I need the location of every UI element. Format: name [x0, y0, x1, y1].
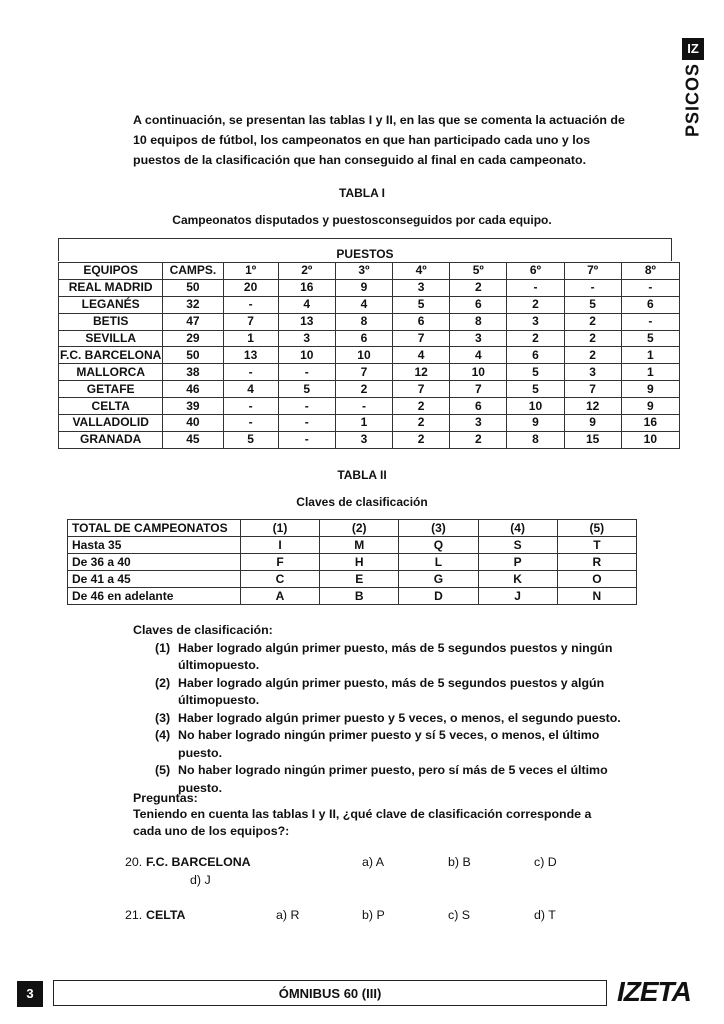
table-cell: 13: [278, 313, 335, 330]
table2-column-header: TOTAL DE CAMPEONATOS: [68, 520, 241, 537]
table1-column-header: 7º: [564, 263, 621, 280]
table-row: [59, 364, 680, 381]
table-cell: 4: [278, 296, 335, 313]
table-cell: -: [278, 364, 335, 381]
izeta-logo: IZETA: [617, 976, 691, 1007]
q21-option-b[interactable]: b) P: [362, 908, 385, 922]
table-cell: 7: [450, 381, 507, 398]
table-cell: 4: [450, 347, 507, 364]
key-text: Haber logrado algún primer puesto y 5 veces, o menos, el segundo puesto.: [178, 710, 621, 725]
team-name-cell: MALLORCA: [59, 364, 163, 381]
key-code-cell: M: [320, 537, 399, 554]
table-cell: 5: [507, 364, 564, 381]
key-code-cell: I: [240, 537, 319, 554]
table2-column-header: (4): [478, 520, 557, 537]
table2-header-row: [68, 520, 637, 537]
key-code-cell: D: [399, 588, 478, 605]
table-cell: 2: [450, 431, 507, 448]
key-code-cell: B: [320, 588, 399, 605]
table-cell: 16: [278, 279, 335, 296]
page-number: 3: [17, 981, 43, 1007]
table-cell: -: [278, 415, 335, 432]
key-code-cell: L: [399, 554, 478, 571]
table2-column-header: (2): [320, 520, 399, 537]
team-name-cell: BETIS: [59, 313, 163, 330]
table-cell: 6: [450, 296, 507, 313]
team-name-cell: GRANADA: [59, 431, 163, 448]
key-code-cell: S: [478, 537, 557, 554]
table2: [67, 519, 637, 605]
table-cell: 2: [564, 313, 621, 330]
key-number: (2): [155, 675, 171, 690]
key-number: (5): [155, 763, 171, 777]
table-cell: 6: [393, 313, 450, 330]
table-cell: 2: [450, 279, 507, 296]
table-cell: 15: [564, 431, 621, 448]
table2-subtitle: Claves de clasificación: [296, 495, 428, 509]
table-cell: 50: [163, 347, 223, 364]
team-name-cell: VALLADOLID: [59, 415, 163, 432]
team-name-cell: GETAFE: [59, 381, 163, 398]
key-code-cell: Q: [399, 537, 478, 554]
key-code-cell: C: [240, 571, 319, 588]
table-cell: 2: [335, 381, 392, 398]
range-label-cell: Hasta 35: [68, 537, 241, 554]
table-cell: 12: [564, 398, 621, 415]
key-item: [155, 762, 625, 797]
table-cell: 50: [163, 279, 223, 296]
range-label-cell: De 36 a 40: [68, 554, 241, 571]
table-cell: -: [223, 296, 278, 313]
key-code-cell: K: [478, 571, 557, 588]
table-row: [68, 554, 637, 571]
table-cell: -: [621, 313, 679, 330]
key-code-cell: J: [478, 588, 557, 605]
table-cell: 7: [393, 381, 450, 398]
questions-heading: Preguntas:: [133, 791, 198, 805]
table-row: [59, 381, 680, 398]
table1-header-row: [59, 263, 680, 280]
table-cell: 1: [335, 415, 392, 432]
table2-column-header: (1): [240, 520, 319, 537]
key-code-cell: F: [240, 554, 319, 571]
table-cell: 1: [223, 330, 278, 347]
table1-column-header: 2º: [278, 263, 335, 280]
table-cell: 1: [621, 364, 679, 381]
q21-option-a[interactable]: a) R: [276, 908, 300, 922]
table-row: [59, 347, 680, 364]
brand-mark-icon: IZ: [682, 38, 704, 60]
questions-prompt: Teniendo en cuenta las tablas I y II, ¿qué clave de clasificación corresponde a cada uno de los equipos?:: [133, 807, 592, 838]
key-text: Haber logrado algún primer puesto, más de 5 segundos puestos y ningún últimopuesto.: [178, 640, 613, 672]
table-cell: 3: [278, 330, 335, 347]
table1-column-header: 6º: [507, 263, 564, 280]
q20-option-a[interactable]: a) A: [362, 855, 385, 869]
table-cell: 12: [393, 364, 450, 381]
table-row: [59, 313, 680, 330]
table-cell: -: [223, 364, 278, 381]
table1-column-header: 4º: [393, 263, 450, 280]
q21-number: 21.: [125, 908, 143, 922]
table1-column-header: 8º: [621, 263, 679, 280]
key-number: (3): [155, 710, 171, 725]
key-code-cell: P: [478, 554, 557, 571]
team-name-cell: CELTA: [59, 398, 163, 415]
table-cell: 10: [335, 347, 392, 364]
table-cell: 5: [621, 330, 679, 347]
table-cell: 10: [278, 347, 335, 364]
table-cell: 47: [163, 313, 223, 330]
table-cell: 7: [393, 330, 450, 347]
q20-option-b[interactable]: b) B: [448, 855, 471, 869]
table-cell: 7: [335, 364, 392, 381]
table-cell: -: [223, 398, 278, 415]
table-row: [59, 431, 680, 448]
table-cell: 9: [335, 279, 392, 296]
table-cell: 5: [278, 381, 335, 398]
key-code-cell: H: [320, 554, 399, 571]
key-item: [155, 710, 625, 728]
team-name-cell: LEGANÉS: [59, 296, 163, 313]
table-cell: -: [621, 279, 679, 296]
table2-column-header: (3): [399, 520, 478, 537]
q21-team: CELTA: [146, 908, 186, 922]
table-cell: 10: [621, 431, 679, 448]
keys-section: [133, 622, 625, 797]
table-cell: 8: [335, 313, 392, 330]
key-code-cell: O: [557, 571, 636, 588]
table-cell: 46: [163, 381, 223, 398]
table-cell: 9: [621, 398, 679, 415]
table1-column-header: 5º: [450, 263, 507, 280]
table-cell: 4: [335, 296, 392, 313]
key-number: (1): [155, 640, 171, 655]
table-cell: -: [564, 279, 621, 296]
range-label-cell: De 46 en adelante: [68, 588, 241, 605]
key-text: No haber logrado ningún primer puesto, pero sí más de 5 veces el último puesto.: [178, 763, 608, 795]
table-cell: 7: [223, 313, 278, 330]
team-name-cell: REAL MADRID: [59, 279, 163, 296]
table1-column-header: EQUIPOS: [59, 263, 163, 280]
key-item: [155, 675, 625, 710]
table-cell: 32: [163, 296, 223, 313]
table1-subtitle: Campeonatos disputados y puestosconseguidos por cada equipo.: [172, 213, 552, 227]
table-cell: -: [278, 398, 335, 415]
table-cell: 8: [507, 431, 564, 448]
table-cell: 2: [393, 398, 450, 415]
table-cell: 2: [393, 415, 450, 432]
key-code-cell: T: [557, 537, 636, 554]
key-code-cell: E: [320, 571, 399, 588]
team-name-cell: F.C. BARCELONA: [59, 347, 162, 362]
key-code-cell: R: [557, 554, 636, 571]
table1-column-header: 1º: [223, 263, 278, 280]
table-cell: 10: [507, 398, 564, 415]
brand-word: PSICOS: [682, 62, 703, 138]
table-cell: 40: [163, 415, 223, 432]
table-cell: 4: [223, 381, 278, 398]
q20-option-c[interactable]: c) D: [534, 855, 557, 869]
key-code-cell: N: [557, 588, 636, 605]
table-cell: 16: [621, 415, 679, 432]
keys-heading: Claves de clasificación:: [133, 623, 273, 637]
table1-title: TABLA I: [339, 186, 385, 200]
table-cell: 9: [621, 381, 679, 398]
table-cell: 1: [621, 347, 679, 364]
table-cell: -: [507, 279, 564, 296]
table-row: [68, 571, 637, 588]
table2-title: TABLA II: [337, 468, 387, 482]
key-item: [155, 640, 625, 675]
table-row: [68, 588, 637, 605]
table-cell: 9: [564, 415, 621, 432]
table2-column-header: (5): [557, 520, 636, 537]
table-cell: 8: [450, 313, 507, 330]
table-cell: 13: [223, 347, 278, 364]
table-cell: 2: [507, 330, 564, 347]
key-code-cell: A: [240, 588, 319, 605]
team-name-cell: SEVILLA: [59, 330, 163, 347]
table-cell: 6: [450, 398, 507, 415]
table-row: [59, 279, 680, 296]
table-row: [59, 398, 680, 415]
table-cell: 6: [621, 296, 679, 313]
range-label-cell: De 41 a 45: [68, 571, 241, 588]
table1-group-header: [58, 238, 672, 261]
table-cell: 10: [450, 364, 507, 381]
table-cell: 3: [393, 279, 450, 296]
table-cell: -: [335, 398, 392, 415]
puestos-label: PUESTOS: [336, 247, 394, 261]
table-cell: 2: [564, 330, 621, 347]
key-text: Haber logrado algún primer puesto, más de 5 segundos puestos y algún últimopuesto.: [178, 675, 605, 707]
table-cell: 38: [163, 364, 223, 381]
table-cell: 7: [564, 381, 621, 398]
table-cell: 20: [223, 279, 278, 296]
table-cell: 3: [450, 415, 507, 432]
table1: [58, 262, 680, 449]
table-row: [59, 415, 680, 432]
q21-option-d[interactable]: d) T: [534, 908, 556, 922]
table-cell: 3: [450, 330, 507, 347]
table-cell: 5: [507, 381, 564, 398]
table-cell: 6: [507, 347, 564, 364]
table-cell: 3: [507, 313, 564, 330]
q20-option-d[interactable]: d) J: [190, 873, 211, 887]
q20-team: F.C. BARCELONA: [146, 855, 251, 869]
key-item: [155, 727, 625, 762]
table-row: [59, 330, 680, 347]
table-cell: 9: [507, 415, 564, 432]
table-row: [59, 296, 680, 313]
table-cell: 2: [393, 431, 450, 448]
table-cell: -: [278, 431, 335, 448]
table-cell: 5: [393, 296, 450, 313]
table-row: [68, 537, 637, 554]
table-cell: 3: [564, 364, 621, 381]
q20-number: 20.: [125, 855, 143, 869]
table-cell: 5: [564, 296, 621, 313]
intro-paragraph: A continuación, se presentan las tablas I y II, en las que se comenta la actuación de 10 equipos de fútbol, los campeonatos en que han participado cada uno y los puestos de la clasificación que han conseguido al final en cada campeonato.: [133, 113, 625, 167]
table-cell: 29: [163, 330, 223, 347]
table-cell: -: [223, 415, 278, 432]
table-cell: 2: [507, 296, 564, 313]
table-cell: 39: [163, 398, 223, 415]
table-cell: 45: [163, 431, 223, 448]
q21-option-c[interactable]: c) S: [448, 908, 471, 922]
table1-column-header: 3º: [335, 263, 392, 280]
table-cell: 6: [335, 330, 392, 347]
table1-column-header: CAMPS.: [163, 263, 223, 280]
key-code-cell: G: [399, 571, 478, 588]
table-cell: 3: [335, 431, 392, 448]
side-brand: [672, 38, 712, 142]
table-cell: 5: [223, 431, 278, 448]
table-cell: 2: [564, 347, 621, 364]
key-text: No haber logrado ningún primer puesto y sí 5 veces, o menos, el último puesto.: [178, 728, 600, 760]
key-number: (4): [155, 728, 171, 742]
table-cell: 4: [393, 347, 450, 364]
footer-title: ÓMNIBUS 60 (III): [53, 980, 607, 1006]
